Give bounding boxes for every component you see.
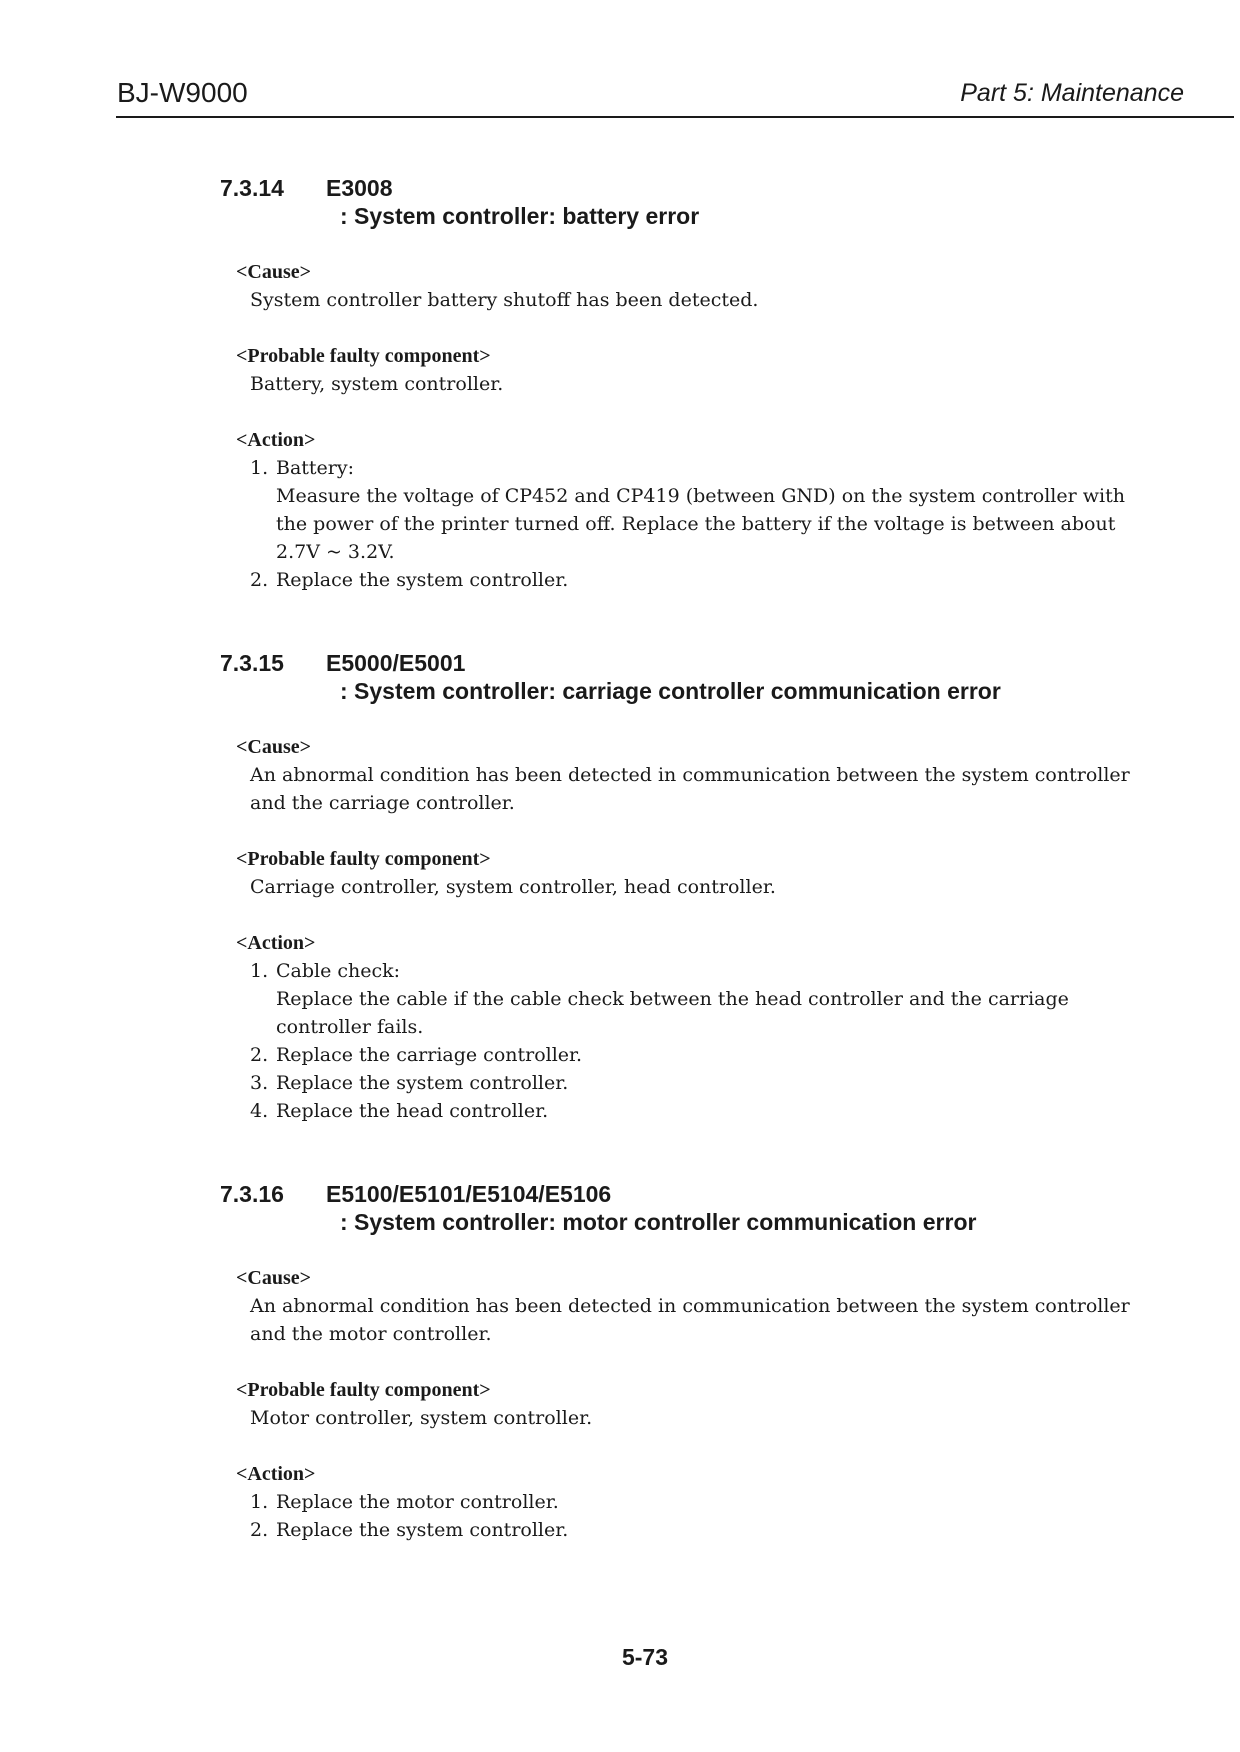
- action-number: 1.: [250, 457, 269, 479]
- action-item: [220, 1097, 1160, 1125]
- action-number: 2.: [250, 1044, 269, 1066]
- component-text: Carriage controller, system controller, head controller.: [250, 876, 776, 898]
- cause-text: System controller battery shutoff has been detected.: [250, 289, 759, 311]
- section-title: : System controller: carriage controller communication error: [340, 678, 1001, 704]
- action-text: Cable check:: [276, 960, 401, 982]
- section-7-3-14: [220, 174, 1160, 594]
- action-detail: Replace the cable if the cable check between the head controller and the carriage controller fails.: [276, 988, 1069, 1038]
- section-heading: [220, 174, 1160, 230]
- page-number: 5-73: [621, 1644, 669, 1670]
- section-heading: [220, 1180, 1160, 1236]
- action-text: Battery:: [276, 457, 355, 479]
- section-heading: [220, 649, 1160, 705]
- cause-block: [220, 258, 1160, 314]
- cause-block: [220, 733, 1160, 817]
- error-code: E5100/E5101/E5104/E5106: [326, 1181, 612, 1207]
- cause-label: <Cause>: [236, 261, 312, 283]
- section-number: 7.3.16: [220, 1181, 284, 1207]
- section-title: : System controller: battery error: [340, 203, 700, 229]
- action-label: <Action>: [236, 429, 316, 451]
- action-text: Replace the system controller.: [276, 1519, 569, 1541]
- action-block: [220, 929, 1160, 1125]
- header-divider: [116, 116, 1234, 118]
- action-number: 1.: [250, 1491, 269, 1513]
- cause-label: <Cause>: [236, 736, 312, 758]
- action-block: [220, 1460, 1160, 1544]
- action-number: 2.: [250, 569, 269, 591]
- document-part-title: Part 5: Maintenance: [960, 79, 1184, 107]
- action-list: [220, 454, 1160, 594]
- section-7-3-15: [220, 649, 1160, 1125]
- action-text: Replace the system controller.: [276, 1072, 569, 1094]
- component-label: <Probable faulty component>: [236, 1379, 491, 1401]
- cause-text: An abnormal condition has been detected in communication between the system controller and the motor controller.: [250, 1295, 1130, 1345]
- cause-block: [220, 1264, 1160, 1348]
- action-text: Replace the motor controller.: [276, 1491, 559, 1513]
- action-number: 4.: [250, 1100, 269, 1122]
- action-item: [220, 454, 1160, 566]
- cause-label: <Cause>: [236, 1267, 312, 1289]
- action-text: Replace the carriage controller.: [276, 1044, 583, 1066]
- action-item: [220, 1488, 1160, 1516]
- action-detail: Measure the voltage of CP452 and CP419 (between GND) on the system controller with the power of the printer turned off. Replace the battery if the voltage is between about 2.7V ~ 3.2V.: [276, 485, 1125, 563]
- component-block: [220, 1376, 1160, 1432]
- action-list: [220, 1488, 1160, 1544]
- section-title: : System controller: motor controller communication error: [340, 1209, 977, 1235]
- error-code: E5000/E5001: [326, 650, 466, 676]
- action-text: Replace the head controller.: [276, 1100, 549, 1122]
- action-label: <Action>: [236, 1463, 316, 1485]
- action-number: 1.: [250, 960, 269, 982]
- action-label: <Action>: [236, 932, 316, 954]
- action-list: [220, 957, 1160, 1125]
- component-block: [220, 845, 1160, 901]
- action-item: [220, 566, 1160, 594]
- component-label: <Probable faulty component>: [236, 345, 491, 367]
- action-text: Replace the system controller.: [276, 569, 569, 591]
- component-label: <Probable faulty component>: [236, 848, 491, 870]
- action-item: [220, 1069, 1160, 1097]
- action-item: [220, 1041, 1160, 1069]
- section-7-3-16: [220, 1180, 1160, 1544]
- error-code: E3008: [326, 175, 393, 201]
- section-number: 7.3.15: [220, 650, 284, 676]
- component-text: Battery, system controller.: [250, 373, 504, 395]
- cause-text: An abnormal condition has been detected in communication between the system controller and the carriage controller.: [250, 764, 1130, 814]
- component-block: [220, 342, 1160, 398]
- document-model: BJ-W9000: [117, 77, 248, 108]
- action-item: [220, 1516, 1160, 1544]
- action-block: [220, 426, 1160, 594]
- action-number: 3.: [250, 1072, 269, 1094]
- action-number: 2.: [250, 1519, 269, 1541]
- section-number: 7.3.14: [220, 175, 284, 201]
- action-item: [220, 957, 1160, 1041]
- component-text: Motor controller, system controller.: [250, 1407, 593, 1429]
